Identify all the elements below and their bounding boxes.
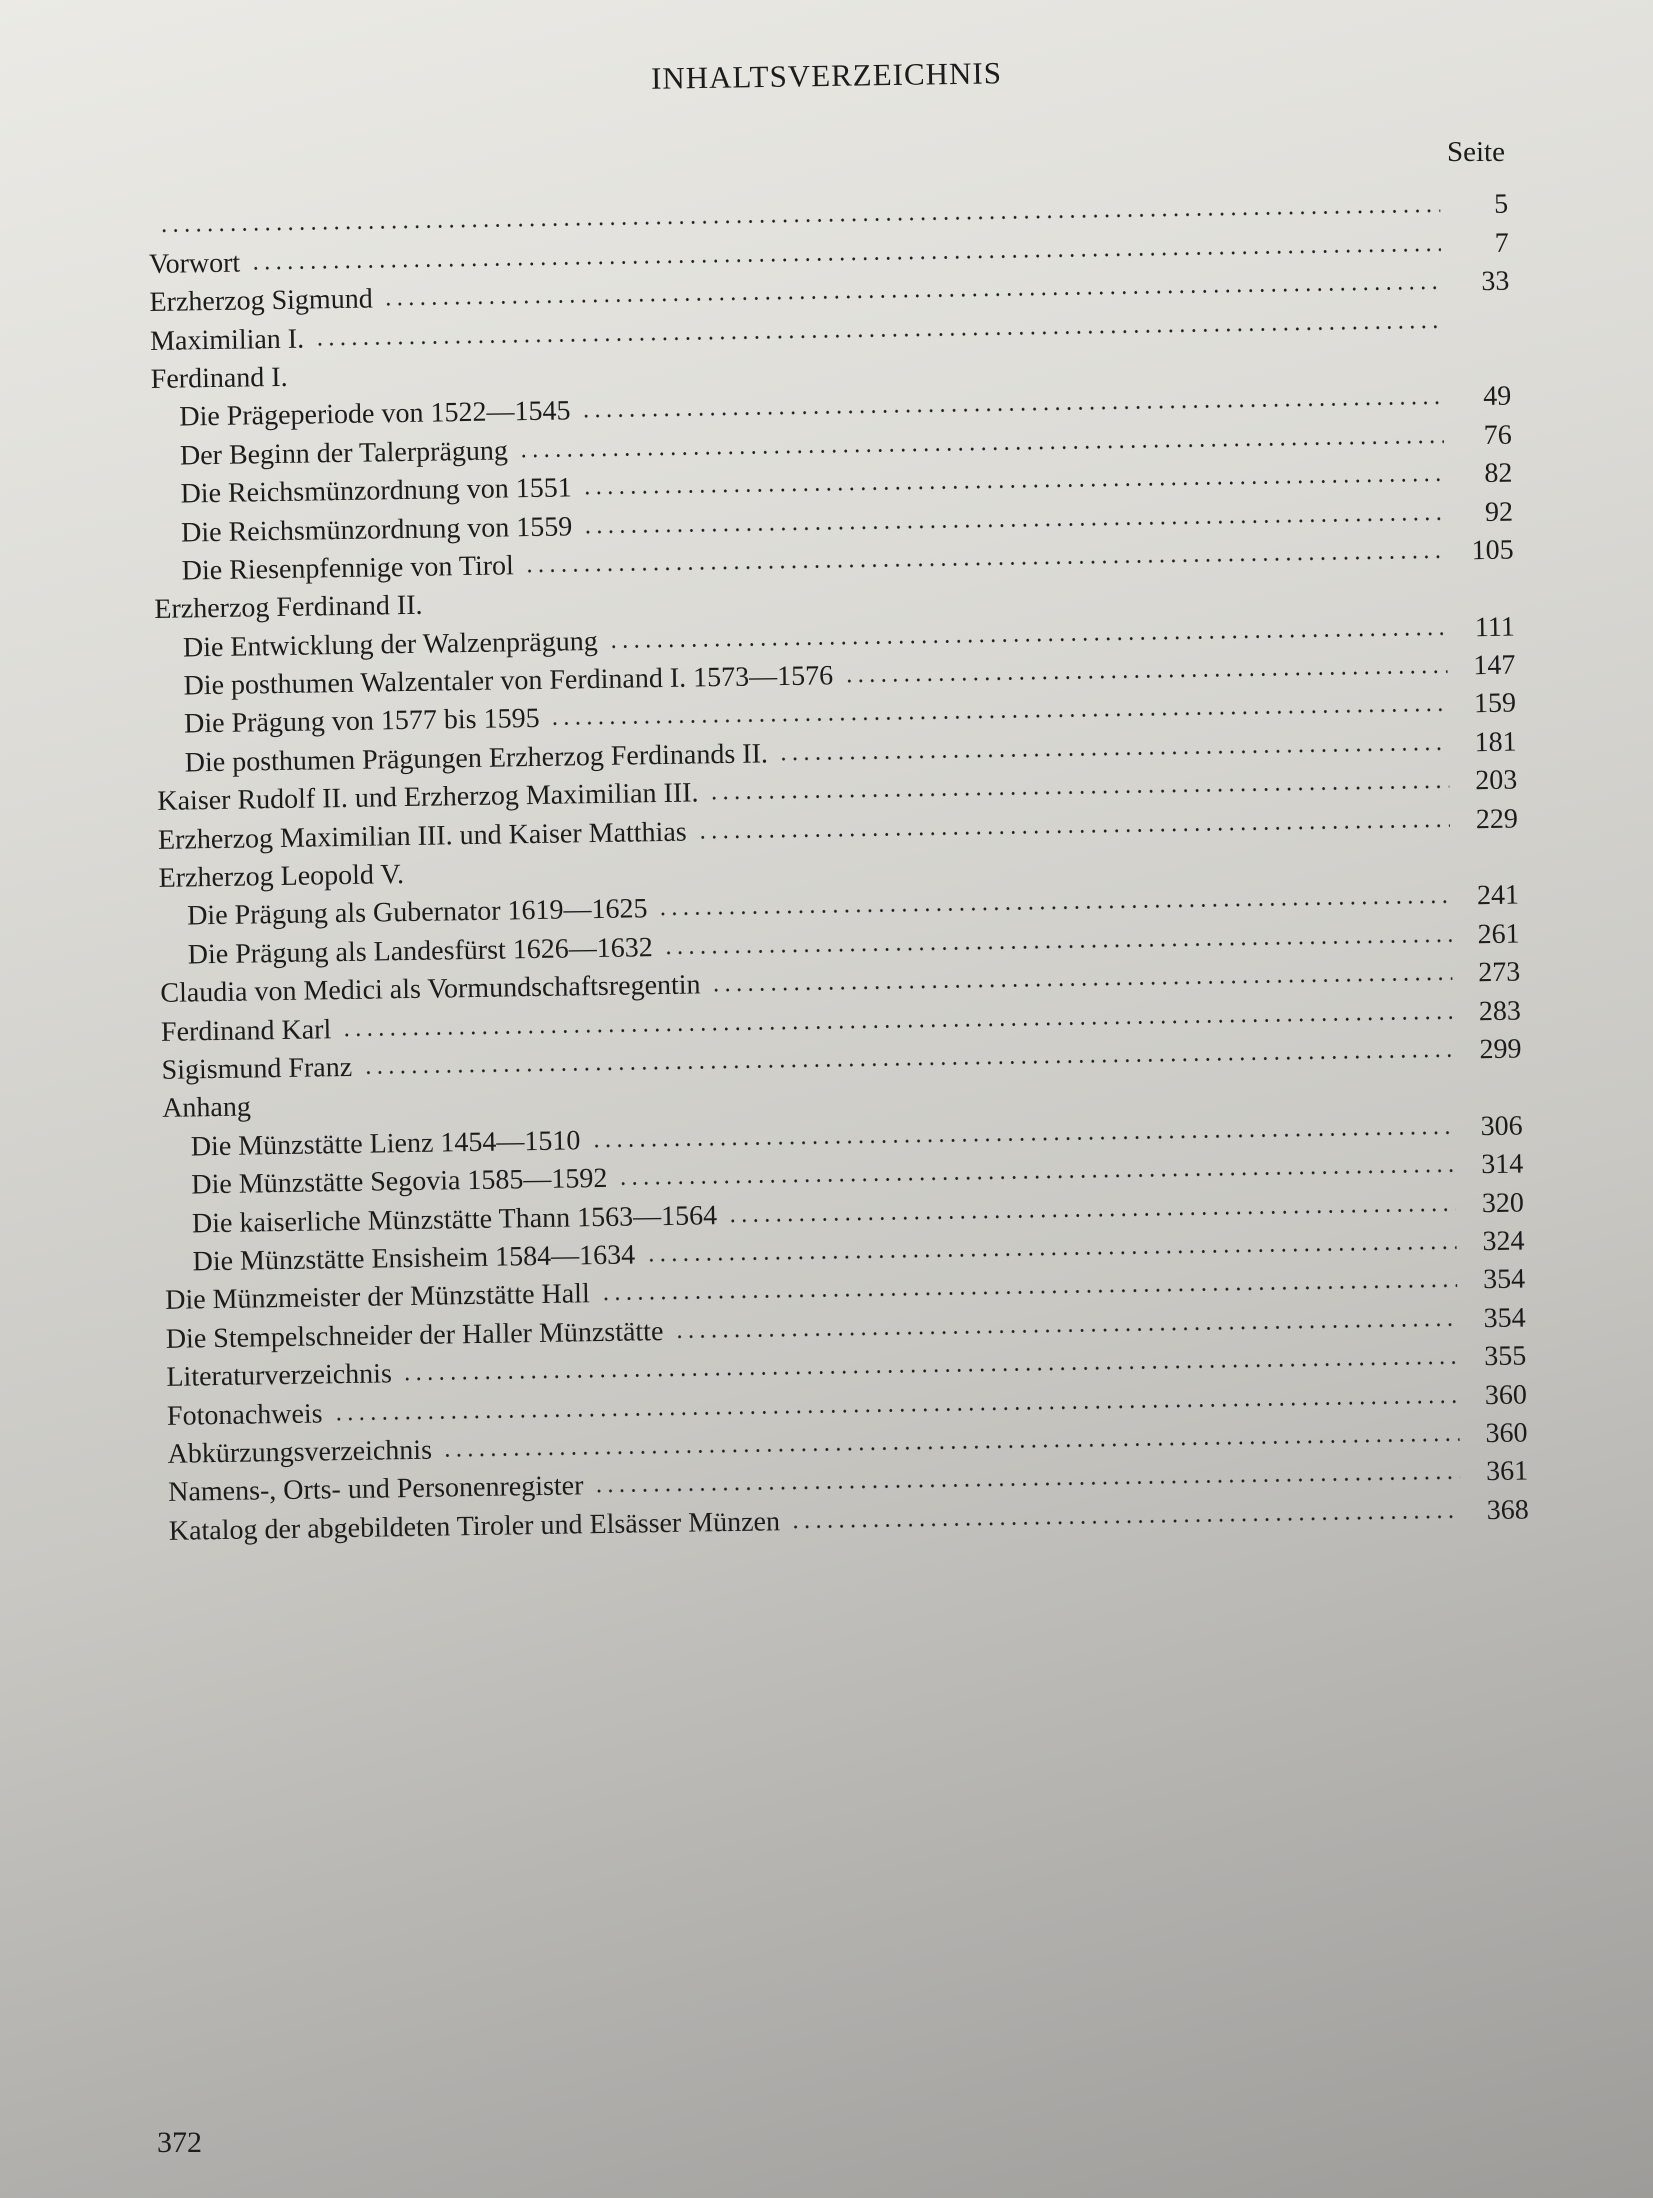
- toc-entry-page-number: 306: [1480, 1110, 1523, 1142]
- toc-entry-title: Die Münzstätte Segovia 1585—1592: [191, 1163, 608, 1201]
- toc-entry-title: Erzherzog Sigmund: [149, 283, 373, 319]
- dot-leader: [843, 669, 1447, 684]
- toc-entry-page-number: 354: [1483, 1302, 1526, 1334]
- toc-entry-page-number: 82: [1484, 457, 1513, 490]
- toc-entry-page-number: 314: [1481, 1148, 1524, 1181]
- toc-entry-title: Namens-, Orts- und Personenregister: [167, 1470, 584, 1509]
- toc-entry-page-number: 49: [1482, 380, 1512, 413]
- toc-entry-page-number: 105: [1471, 534, 1514, 567]
- toc-entry-title: Die Entwicklung der Walzenprägung: [182, 625, 598, 664]
- toc-entry-title: Ferdinand Karl: [160, 1013, 332, 1048]
- toc-entry-page-number: 203: [1474, 764, 1518, 797]
- toc-entry-page-number: 181: [1474, 726, 1517, 759]
- toc-entry-title: Katalog der abgebildeten Tiroler und Elsässer Münzen: [168, 1505, 781, 1547]
- toc-entry-title: Die Prägung als Gubernator 1619—1625: [186, 893, 648, 932]
- toc-entry-title: Die Münzstätte Ensisheim 1584—1634: [192, 1239, 636, 1278]
- toc-entry-title: Die Prägung von 1577 bis 1595: [183, 703, 540, 740]
- toc-entry-title: Die posthumen Prägungen Erzherzog Ferdinands II.: [184, 738, 769, 779]
- toc-entry-page-number: 147: [1473, 649, 1516, 682]
- toc-entry-page-number: 33: [1481, 265, 1510, 298]
- toc-entry-title: Die Münzstätte Lienz 1454—1510: [190, 1125, 581, 1163]
- toc-entry-title: Erzherzog Ferdinand II.: [154, 590, 423, 626]
- toc-entry-title: Literaturverzeichnis: [166, 1358, 393, 1393]
- page-number: 372: [157, 2126, 202, 2159]
- toc-entry-page-number: 241: [1476, 879, 1520, 912]
- toc-entry-page-number: 360: [1485, 1417, 1528, 1450]
- toc-entry-title: Die kaiserliche Münzstätte Thann 1563—1564: [191, 1199, 718, 1239]
- toc-entry-page-number: 229: [1475, 803, 1519, 835]
- toc-entry-title: Die Reichsmünzordnung von 1551: [180, 472, 572, 510]
- toc-entry-title: Ferdinand I.: [150, 361, 288, 395]
- toc-entry-title: Anhang: [161, 1091, 252, 1125]
- toc-entry-page-number: 299: [1479, 1033, 1522, 1066]
- toc-entry-page-number: 273: [1477, 956, 1521, 989]
- toc-entry-page-number: 354: [1482, 1263, 1526, 1296]
- toc-entry-page-number: 92: [1484, 496, 1514, 528]
- toc-entry-title: Der Beginn der Talerprägung: [179, 435, 509, 472]
- toc-entry-title: Die Reichsmünzordnung von 1559: [180, 510, 573, 549]
- toc-entry-page-number: 320: [1481, 1187, 1525, 1219]
- toc-entry-page-number: 368: [1486, 1494, 1529, 1526]
- toc-entry-page-number: 5: [1493, 189, 1509, 221]
- toc-entry-title: Fotonachweis: [166, 1397, 323, 1432]
- toc-entry-title: Kaiser Rudolf II. und Erzherzog Maximilian III.: [157, 777, 699, 818]
- toc-entry-page-number: 361: [1485, 1455, 1529, 1488]
- toc-entry-title: Maximilian I.: [149, 323, 305, 357]
- toc-entry-title: Die Stempelschneider der Haller Münzstätte: [165, 1315, 664, 1355]
- toc-entry-title: Die Münzmeister der Münzstätte Hall: [164, 1278, 590, 1317]
- toc-entry-title: Claudia von Medici als Vormundschaftsregentin: [160, 969, 701, 1010]
- seite-column-header: Seite: [1447, 136, 1505, 168]
- toc-entry-title: Erzherzog Leopold V.: [158, 859, 405, 894]
- toc-entry-title: Die posthumen Walzentaler von Ferdinand I. 1573—1576: [183, 660, 834, 702]
- toc-entry-title: Sigismund Franz: [161, 1051, 353, 1086]
- toc-entry-page-number: 355: [1484, 1340, 1527, 1373]
- toc-entry-page-number: 159: [1473, 688, 1517, 720]
- toc-entry-page-number: 360: [1484, 1378, 1528, 1411]
- toc-entry-page-number: 261: [1477, 918, 1520, 951]
- toc-entry-page-number: 111: [1474, 611, 1516, 643]
- toc-entry-title: Vorwort: [148, 247, 241, 280]
- toc-entry-title: Die Riesenpfennige von Tirol: [181, 550, 515, 587]
- toc-entry-page-number: 76: [1483, 419, 1513, 451]
- toc-entry-page-number: 324: [1482, 1225, 1525, 1258]
- toc-entry-title: Abkürzungsverzeichnis: [167, 1434, 433, 1470]
- page-title: INHALTSVERZEICHNIS: [650, 55, 1003, 96]
- toc-entry-page-number: 283: [1478, 995, 1522, 1027]
- toc-entry-title: Die Prägeperiode von 1522—1545: [179, 395, 571, 433]
- toc-entry-title: Erzherzog Maximilian III. und Kaiser Matthias: [157, 816, 687, 856]
- dot-leader: [778, 745, 1449, 762]
- dot-leader: [790, 1513, 1461, 1530]
- toc-entry-title: Die Prägung als Landesfürst 1626—1632: [187, 931, 654, 971]
- toc-entry-page-number: 7: [1494, 227, 1510, 259]
- table-of-contents: [148, 183, 1529, 1548]
